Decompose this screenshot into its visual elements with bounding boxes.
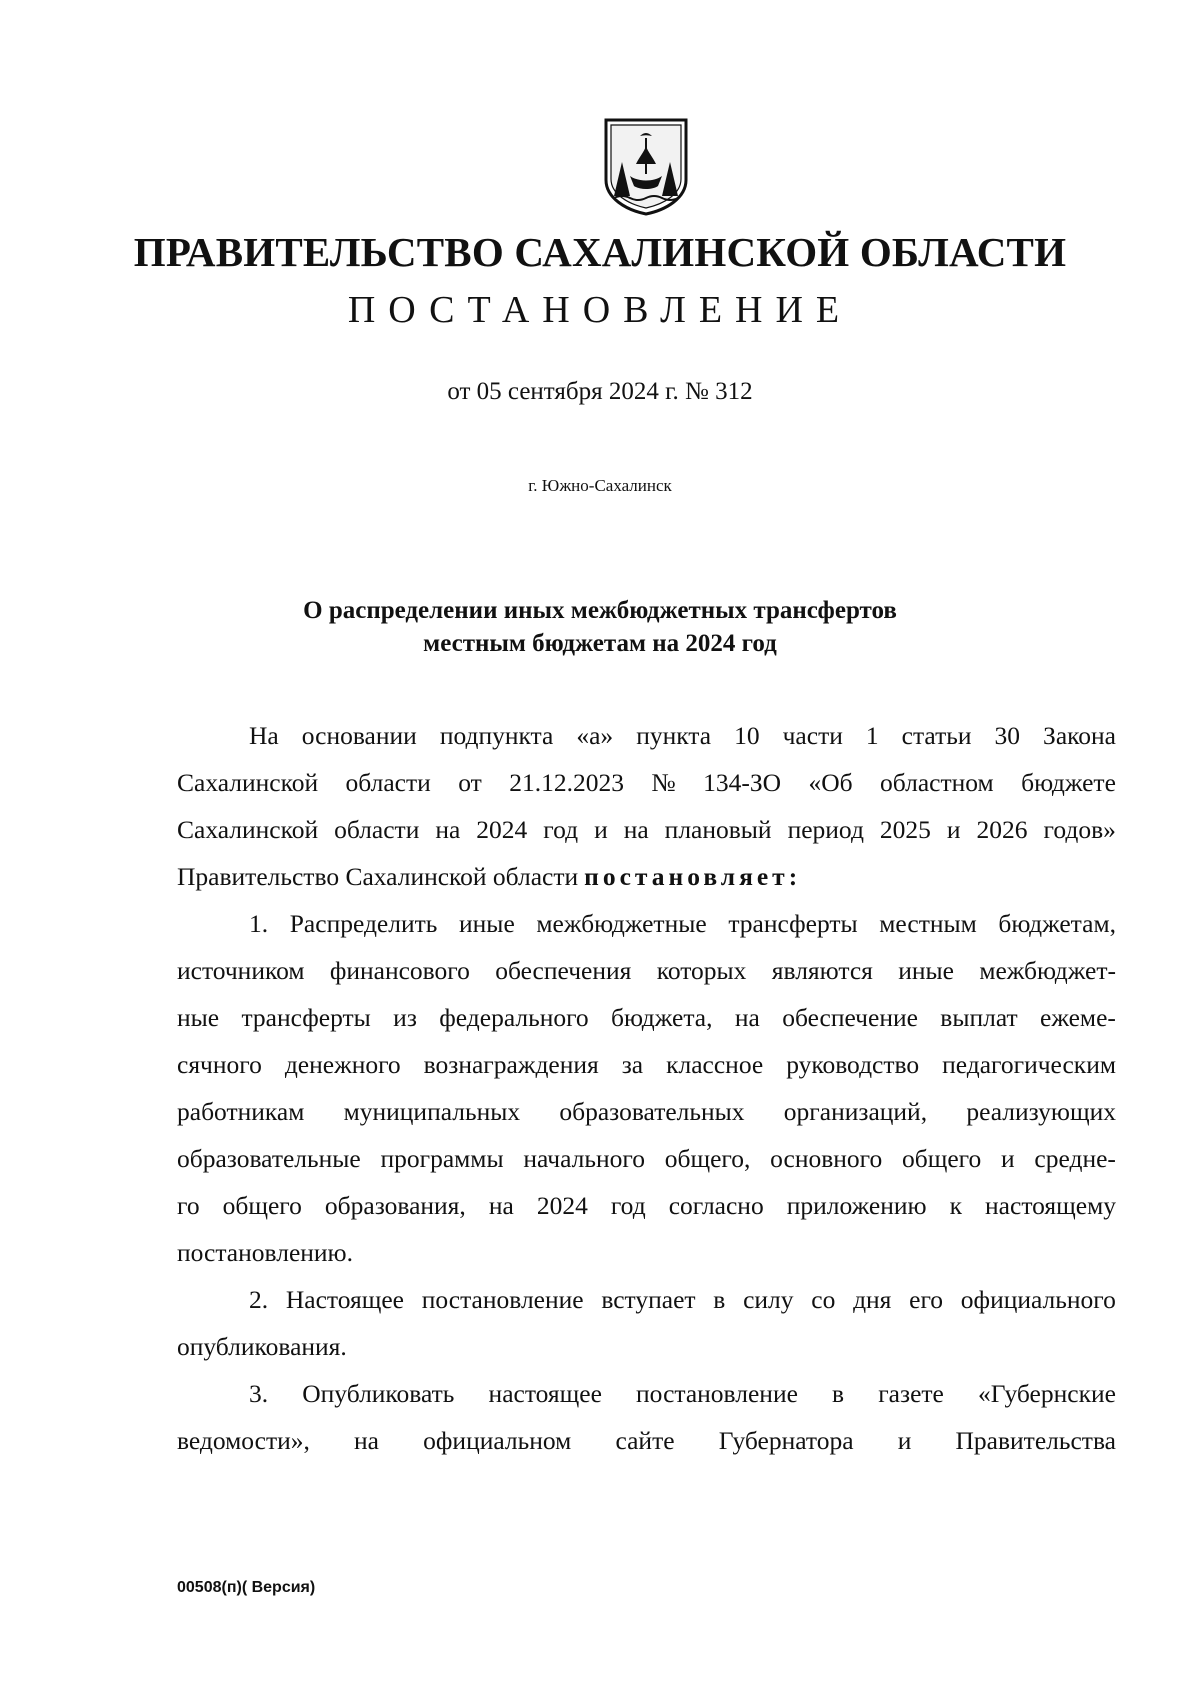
coat-of-arms-icon [600,116,692,216]
word: год [610,1191,646,1220]
word: бюджетам, [998,909,1116,938]
paragraph-line [177,1041,1116,1088]
paragraph-line [177,1182,1116,1229]
word: местным [879,909,977,938]
word: трансферты [241,1003,371,1032]
word: из [393,1003,417,1032]
word: выплат [940,1003,1018,1032]
word: Распределить [289,909,438,938]
word: образовательных [559,1097,745,1126]
word: обеспечение [782,1003,918,1032]
word: бюджета, [611,1003,713,1032]
word: на [623,815,649,844]
word: областном [880,768,994,797]
word: со [811,1285,836,1314]
word: за [621,1050,644,1079]
document-type: ПОСТАНОВЛЕНИЕ [347,289,853,331]
word: период [787,815,864,844]
word: педагогическим [942,1050,1116,1079]
document-version-code: 00508(п)( Версия) [177,1579,316,1596]
word: 1 [865,721,879,750]
word: постановление [636,1379,798,1408]
word: от [458,768,482,797]
word: организаций, [783,1097,928,1126]
word: «Об [808,768,853,797]
word: являются [771,956,873,985]
word: основного [770,1144,883,1173]
word: годов» [1043,815,1116,844]
document-city: г. Южно-Сахалинск [528,476,672,495]
word: реализующих [966,1097,1116,1126]
word: подпункта [439,721,554,750]
paragraph-line [177,712,1116,759]
resolution-keyword: постановляет: [584,862,802,891]
word: денежного [284,1050,401,1079]
word: общего [222,1191,302,1220]
word: 2025 [879,815,931,844]
word: и [897,1426,912,1455]
word: пункта [636,721,712,750]
word: трансферты [728,909,858,938]
word: в [713,1285,726,1314]
word: и [946,815,961,844]
word: настоящему [985,1191,1116,1220]
word: обеспечения [495,956,632,985]
paragraph-line [177,1276,1116,1323]
word: начального [523,1144,645,1173]
word: межбюджетные [536,909,707,938]
word: дня [853,1285,892,1314]
word: средне- [1034,1144,1116,1173]
paragraph-line [177,900,1116,947]
word: приложению [786,1191,927,1220]
word: ные [177,1003,220,1032]
paragraph-line: опубликования. [177,1332,347,1361]
word: Сахалинской [177,815,319,844]
paragraph-line [177,947,1116,994]
word: 134-ЗО [703,768,782,797]
word: общего [902,1144,982,1173]
word: иные [459,909,515,938]
word: федерального [439,1003,589,1032]
paragraph-line [177,806,1116,853]
paragraph-line [177,1417,1116,1464]
word: работникам [177,1097,305,1126]
word: 1. [249,909,269,938]
word: и [1001,1144,1015,1173]
word: Сахалинской [177,768,319,797]
paragraph-line [177,1088,1116,1135]
word: которых [656,956,747,985]
heading-line: О распределении иных межбюджетных трансфертов [303,597,897,624]
word: газете [878,1379,944,1408]
word: согласно [668,1191,764,1220]
word: го [177,1191,200,1220]
word: сайте [615,1426,675,1455]
word: бюджете [1021,768,1116,797]
word: образования, [324,1191,466,1220]
word: «а» [576,721,614,750]
heading-line: местным бюджетам на 2024 год [423,630,777,657]
preamble-text: Правительство Сахалинской области [177,862,579,891]
paragraph-line [177,853,1116,900]
word: образовательные [177,1144,361,1173]
word: на [734,1003,760,1032]
paragraph-line [177,1135,1116,1182]
word: статьи [901,721,972,750]
document-date-number: от 05 сентября 2024 г. № 312 [447,378,753,405]
word: на [488,1191,514,1220]
word: настоящее [488,1379,602,1408]
word: год [543,815,579,844]
paragraph-line [177,994,1116,1041]
word: ежеме- [1040,1003,1116,1032]
word: вступает [601,1285,696,1314]
word: на [354,1426,379,1455]
word: ведомости», [177,1426,310,1455]
document-body [177,712,1116,1464]
word: 21.12.2023 [509,768,624,797]
organization-title: ПРАВИТЕЛЬСТВО САХАЛИНСКОЙ ОБЛАСТИ [133,229,1067,275]
word: муниципальных [343,1097,521,1126]
word: иные [898,956,954,985]
word: руководство [786,1050,920,1079]
word: межбюджет- [979,956,1116,985]
word: финансового [329,956,470,985]
word: № [651,768,676,797]
word: сячного [177,1050,262,1079]
paragraph-line: постановлению. [177,1238,353,1267]
word: 10 [734,721,760,750]
word: основании [301,721,417,750]
word: области [345,768,431,797]
word: силу [743,1285,794,1314]
word: программы [380,1144,504,1173]
word: плановый [664,815,772,844]
word: и [594,815,608,844]
word: к [949,1191,962,1220]
word: области [334,815,420,844]
word: официальном [423,1426,572,1455]
word: Закона [1043,721,1116,750]
paragraph-line [177,759,1116,806]
word: источником [177,956,305,985]
word: в [832,1379,845,1408]
word: вознаграждения [423,1050,599,1079]
word: «Губернские [977,1379,1116,1408]
word: на [435,815,461,844]
coat-of-arms-emblem [600,116,692,216]
word: общего, [664,1144,751,1173]
word: 2024 [536,1191,588,1220]
word: Опубликовать [302,1379,455,1408]
word: постановление [421,1285,584,1314]
word: Настоящее [285,1285,404,1314]
word: На [249,721,279,750]
document-heading [0,594,1200,660]
word: Правительства [955,1426,1116,1455]
word: Губернатора [718,1426,854,1455]
word: 30 [994,721,1021,750]
word: официального [960,1285,1116,1314]
word: 2024 [476,815,528,844]
paragraph-line [177,1370,1116,1417]
word: 3. [249,1379,269,1408]
word: его [909,1285,944,1314]
word: классное [666,1050,764,1079]
word: 2. [249,1285,269,1314]
word: 2026 [976,815,1028,844]
word: части [782,721,843,750]
